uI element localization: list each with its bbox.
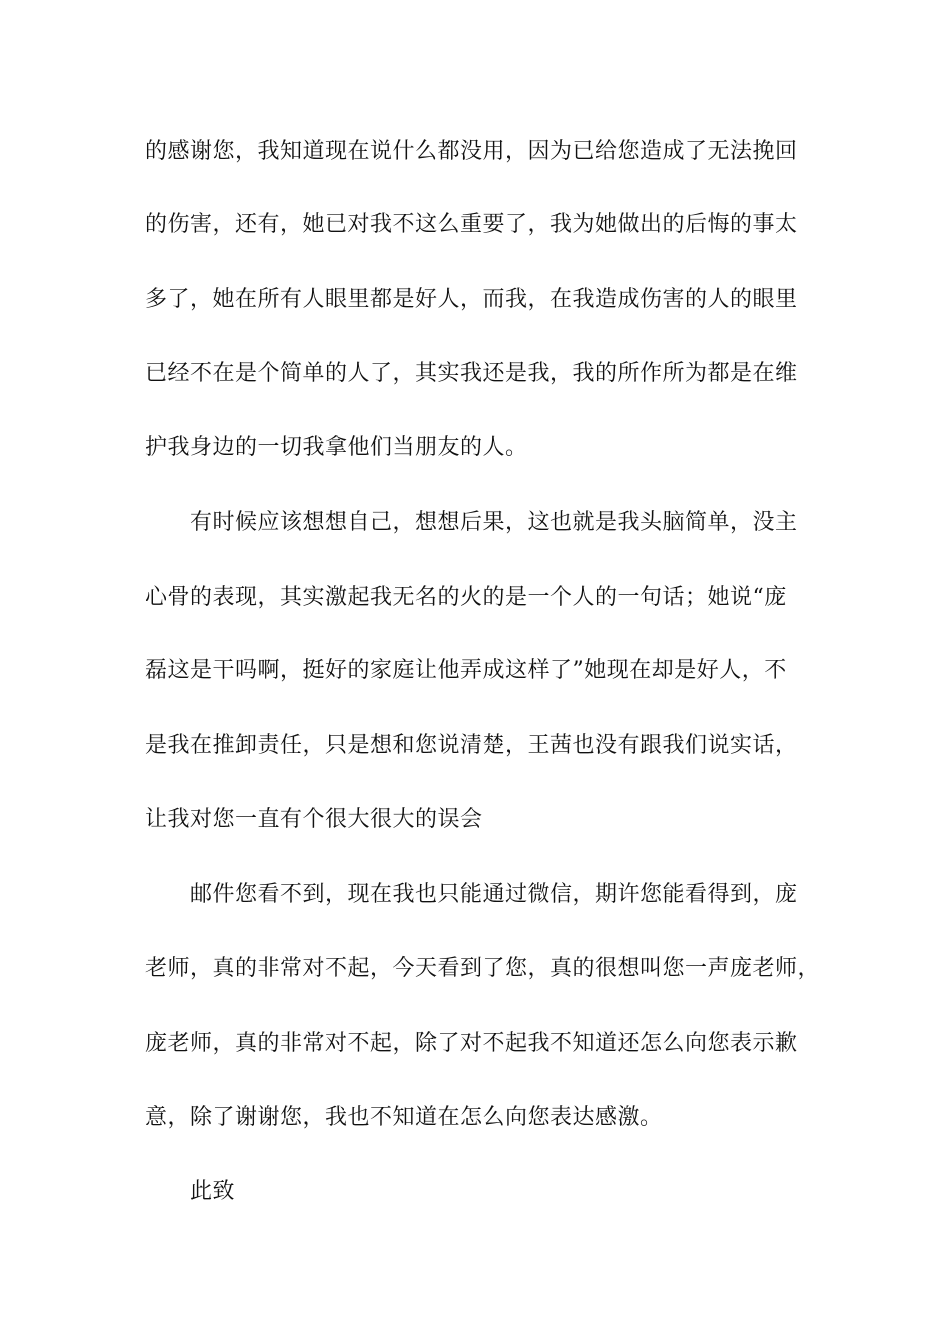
text-line: 的伤害，还有，她已对我不这么重要了，我为她做出的后悔的事太 [145,212,798,237]
paragraph-first-line: 邮件您看不到，现在我也只能通过微信，期许您能看得到，庞 [190,882,798,907]
text-line: 多了，她在所有人眼里都是好人，而我，在我造成伤害的人的眼里 [145,287,798,312]
paragraph-first-line: 有时候应该想想自己，想想后果，这也就是我头脑简单，没主 [190,510,798,535]
text-line: 护我身边的一切我拿他们当朋友的人。 [145,435,528,460]
text-line: 让我对您一直有个很大很大的误会 [145,807,483,832]
text-line: 磊这是干吗啊，挺好的家庭让他弄成这样了”她现在却是好人，不 [145,658,787,683]
text-line: 已经不在是个简单的人了，其实我还是我，我的所作所为都是在维 [145,361,798,386]
text-line: 意，除了谢谢您，我也不知道在怎么向您表达感激。 [145,1105,663,1130]
text-line: 老师，真的非常对不起，今天看到了您，真的很想叫您一声庞老师， [145,956,821,981]
text-line: 心骨的表现，其实激起我无名的火的是一个人的一句话；她说“庞 [145,585,787,610]
closing-salutation: 此致 [190,1179,236,1204]
text-line: 是我在推卸责任，只是想和您说清楚，王茜也没有跟我们说实话， [145,733,798,758]
text-line: 的感谢您，我知道现在说什么都没用，因为已给您造成了无法挽回 [145,139,798,164]
text-line: 庞老师，真的非常对不起，除了对不起我不知道还怎么向您表示歉 [145,1031,798,1056]
